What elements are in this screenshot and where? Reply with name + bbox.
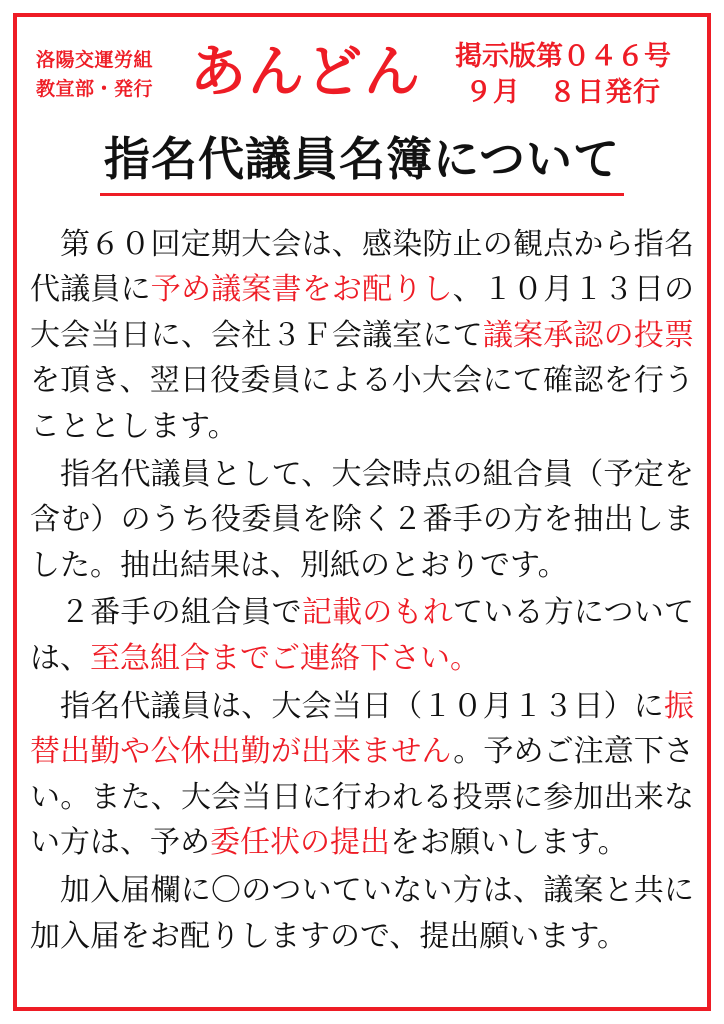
organization-name bbox=[30, 46, 186, 105]
emphasis-text: 委任状の提出 bbox=[210, 825, 390, 861]
body-span: 第６０回定期大会は、感染防止の観点から指名代議員に bbox=[30, 226, 694, 308]
issue-number: 掲示版第０４６号 bbox=[455, 40, 671, 72]
paragraph-p1 bbox=[30, 222, 694, 450]
headline-container bbox=[30, 134, 694, 196]
body-span: 指名代議員として、大会時点の組合員（予定を含む）のうち役委員を除く２番手の方を抽出しました。抽出結果は、別紙のとおりです。 bbox=[30, 456, 694, 583]
paragraph-p2 bbox=[30, 452, 694, 589]
publication-title: あんどん bbox=[190, 40, 422, 105]
issue-date: ９月 ８日発行 bbox=[465, 77, 661, 108]
organization-line-1: 洛陽交運労組 bbox=[36, 48, 154, 71]
organization-line-2: 教宣部・発行 bbox=[36, 78, 154, 100]
body-span: 加入届欄に〇のついていない方は、議案と共に加入届をお配りしますので、提出願います。 bbox=[30, 872, 694, 954]
poster-content bbox=[30, 24, 694, 1004]
emphasis-text: 議案承認の投票 bbox=[482, 317, 695, 353]
body-span: ２番手の組合員で bbox=[60, 595, 302, 631]
emphasis-text: 予め議案書をお配りし bbox=[150, 272, 453, 308]
body-span: を頂き、翌日役委員による小大会にて確認を行うこととします。 bbox=[30, 363, 694, 444]
body-span: をお願いします。 bbox=[390, 825, 628, 861]
emphasis-text: 振替出勤や公休出勤が出来ません bbox=[30, 688, 694, 770]
issue-info bbox=[422, 39, 694, 112]
body-span: 、１０月１３日の大会当日に、会社３Ｆ会議室にて bbox=[30, 272, 695, 353]
emphasis-text: 至急組合までご連絡下さい。 bbox=[90, 640, 480, 676]
paragraph-p3 bbox=[30, 590, 694, 681]
page-title: 指名代議員名簿について bbox=[100, 134, 624, 196]
body-span: 指名代議員は、大会当日（１０月１３日）に bbox=[60, 688, 664, 724]
paragraph-p5 bbox=[30, 868, 694, 959]
body-span: ている方については、 bbox=[30, 595, 695, 676]
body-span: 。予めご注意下さい。また、大会当日に行われる投票に参加出来ない方は、予め bbox=[30, 734, 694, 861]
paragraph-p4 bbox=[30, 684, 694, 866]
emphasis-text: 記載のもれ bbox=[301, 595, 453, 631]
masthead bbox=[30, 24, 694, 120]
body-text bbox=[30, 222, 694, 960]
